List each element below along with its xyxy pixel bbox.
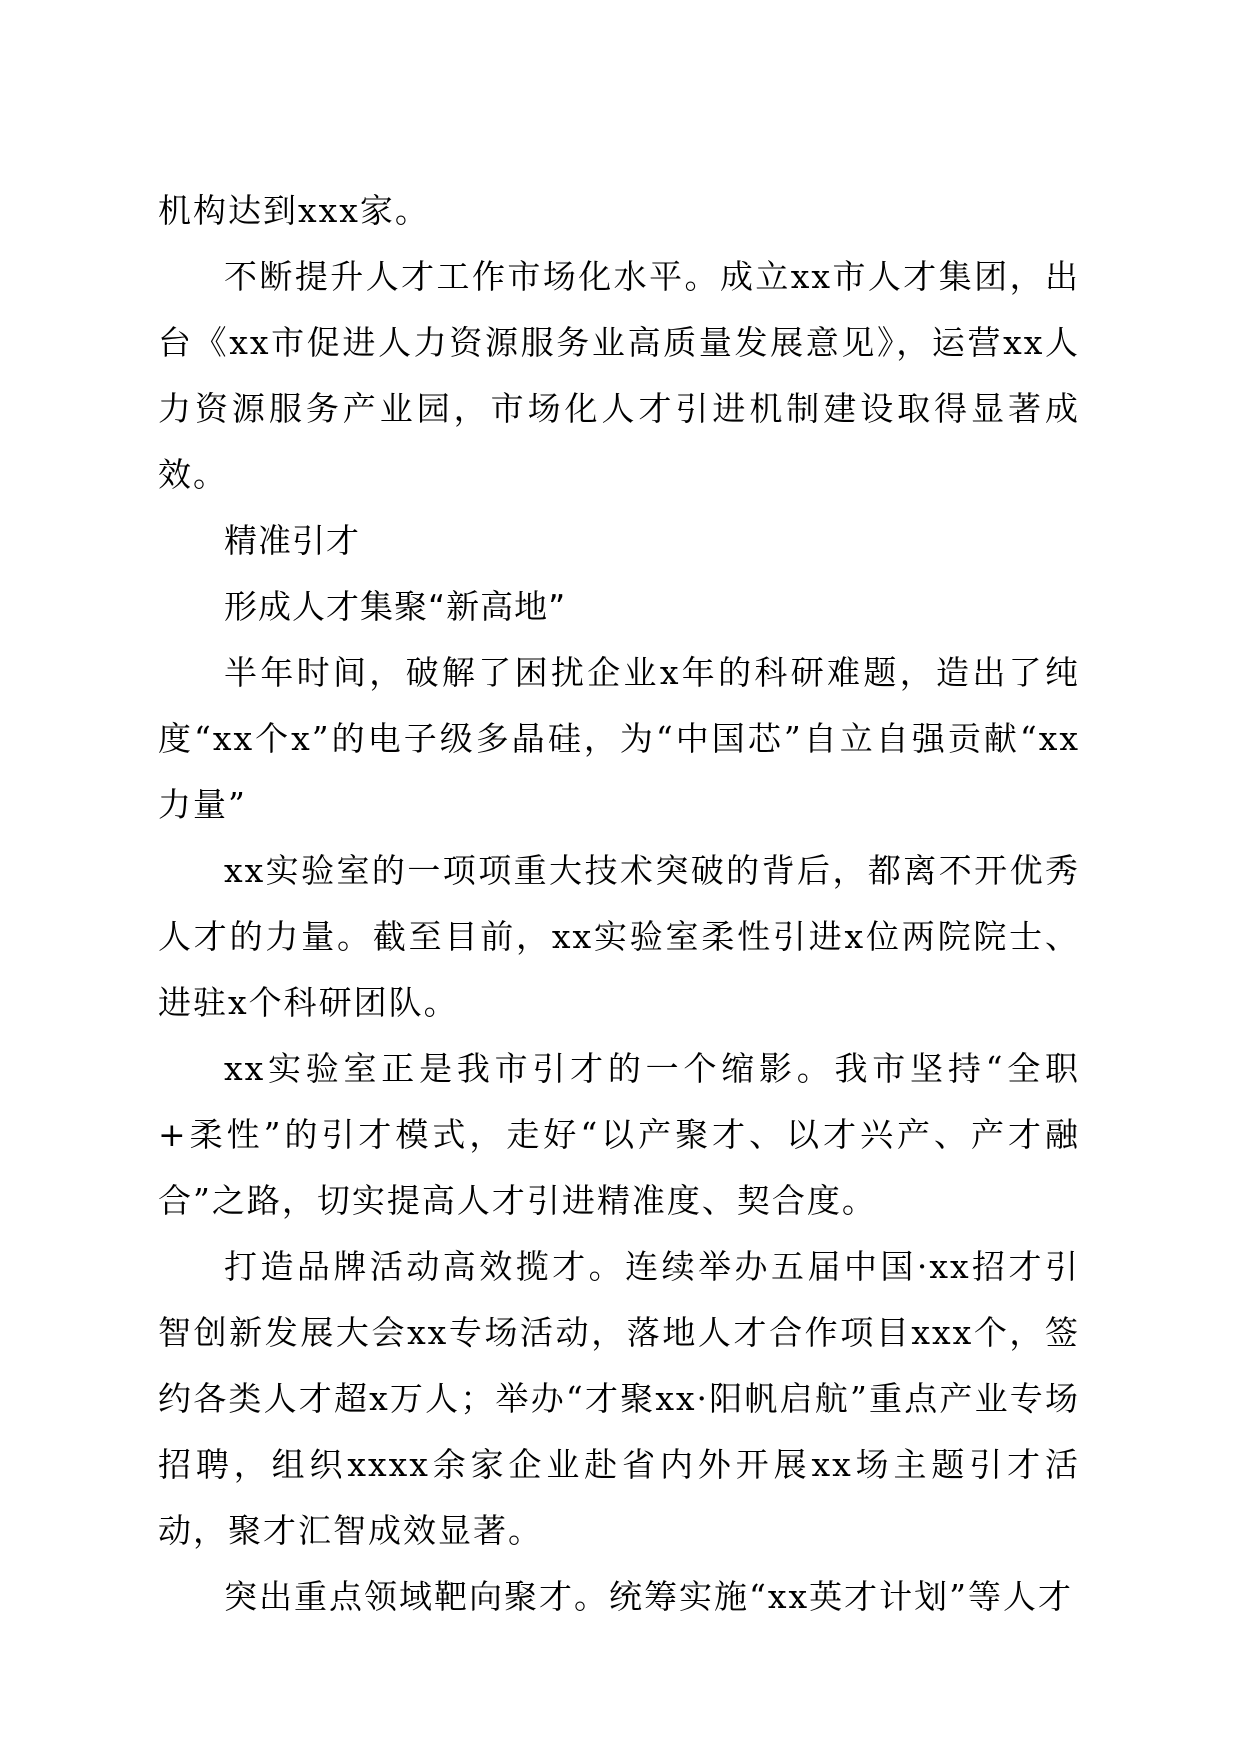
paragraph-continuation: 机构达到xxx家。 [158, 191, 430, 230]
document-page [158, 178, 1080, 1630]
paragraph-research-breakthrough: 半年时间，破解了困扰企业x年的科研难题，造出了纯度“xx个x”的电子级多晶硅，为“中国芯”自立自强贡献“xx力量” [158, 653, 1080, 824]
section-heading: 精准引才 [224, 521, 360, 560]
section-subheading: 形成人才集聚“新高地” [224, 587, 567, 626]
paragraph-lab-talent: xx实验室的一项项重大技术突破的背后，都离不开优秀人才的力量。截至目前，xx实验室柔性引进x位两院院士、进驻x个科研团队。 [158, 851, 1080, 1022]
paragraph-key-fields: 突出重点领域靶向聚才。统筹实施“xx英才计划”等人才 [224, 1577, 1073, 1616]
paragraph-brand-activities: 打造品牌活动高效揽才。连续举办五届中国·xx招才引智创新发展大会xx专场活动，落地人才合作项目xxx个，签约各类人才超x万人；举办“才聚xx·阳帆启航”重点产业专场招聘，组织xxxx余家企业赴省内外开展xx场主题引才活动，聚才汇智成效显著。 [158, 1247, 1080, 1550]
paragraph-market-talent: 不断提升人才工作市场化水平。成立xx市人才集团，出台《xx市促进人力资源服务业高质量发展意见》，运营xx人力资源服务产业园，市场化人才引进机制建设取得显著成效。 [158, 257, 1080, 494]
paragraph-talent-model: xx实验室正是我市引才的一个缩影。我市坚持“全职+柔性”的引才模式，走好“以产聚才、以才兴产、产才融合”之路，切实提高人才引进精准度、契合度。 [158, 1049, 1080, 1220]
